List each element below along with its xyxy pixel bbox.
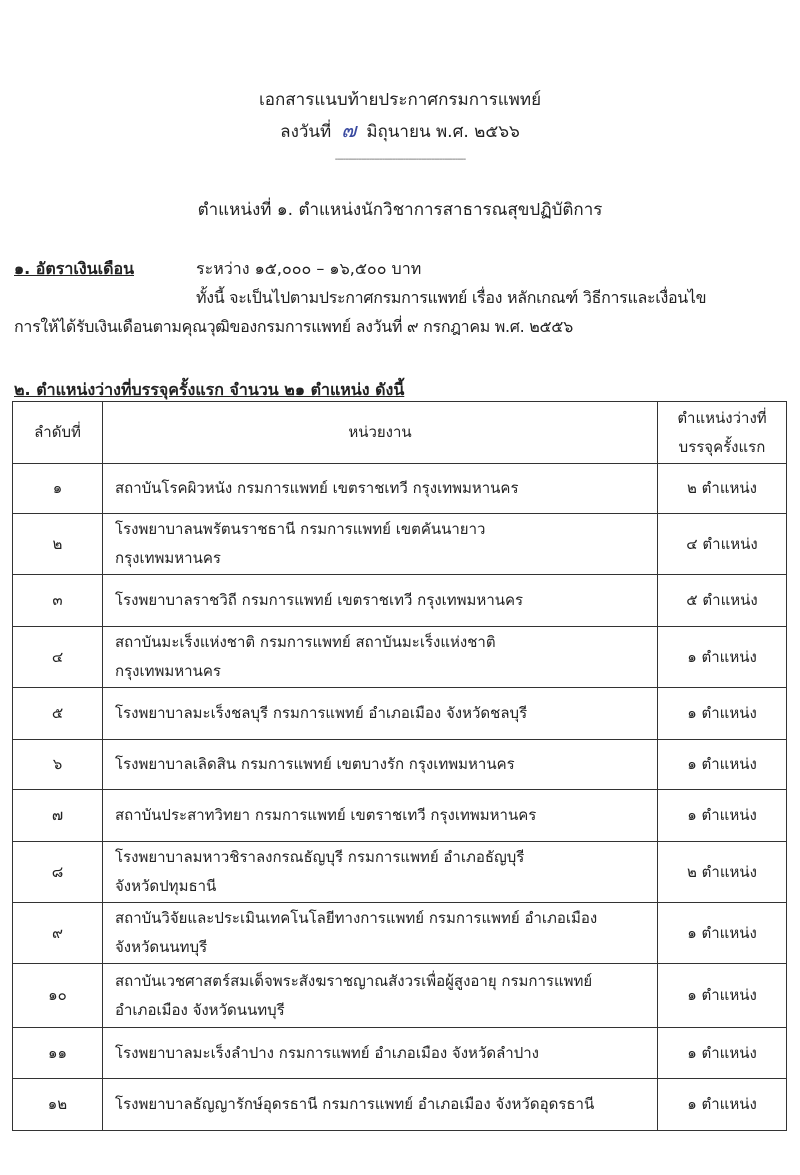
position-heading: ตำแหน่งที่ ๑. ตำแหน่งนักวิชาการสาธารณสุขปฏิบัติการ — [197, 200, 603, 220]
row-unit — [103, 464, 658, 514]
row-count: ๑ ตำแหน่ง — [658, 627, 787, 688]
row-count: ๒ ตำแหน่ง — [658, 464, 787, 514]
salary-note-line2: การให้ได้รับเงินเดือนตามคุณวุฒิของกรมการแพทย์ ลงวันที่ ๙ กรกฎาคม พ.ศ. ๒๕๕๖ — [14, 317, 573, 336]
row-count: ๑ ตำแหน่ง — [658, 1079, 787, 1131]
row-unit-line1: สถาบันโรคผิวหนัง กรมการแพทย์ เขตราชเทวี กรุงเทพมหานคร — [115, 479, 519, 497]
table-row — [13, 575, 787, 627]
row-unit-line1: โรงพยาบาลเลิดสิน กรมการแพทย์ เขตบางรัก กรุงเทพมหานคร — [115, 755, 515, 773]
col-count-header-line1: ตำแหน่งว่างที่ — [677, 408, 767, 427]
row-number: ๓ — [13, 575, 103, 627]
row-number: ๙ — [13, 903, 103, 964]
table-row — [13, 903, 787, 964]
table-row — [13, 464, 787, 514]
col-no-header: ลำดับที่ — [13, 402, 103, 464]
col-count-header — [658, 402, 787, 464]
row-number: ๑๒ — [13, 1079, 103, 1131]
row-unit-line1: โรงพยาบาลมหาวชิราลงกรณธัญบุรี กรมการแพทย์ อำเภอธัญบุรี — [115, 848, 525, 866]
salary-label: ๑. อัตราเงินเดือน — [14, 259, 135, 278]
divider: -------------------------------------------------- — [334, 154, 466, 165]
table-row — [13, 627, 787, 688]
row-unit-line1: สถาบันวิจัยและประเมินเทคโนโลยีทางการแพทย์ กรมการแพทย์ อำเภอเมือง — [115, 909, 598, 927]
row-unit — [103, 842, 658, 903]
row-count: ๑ ตำแหน่ง — [658, 964, 787, 1028]
table-header-row — [13, 402, 787, 464]
row-unit — [103, 903, 658, 964]
col-unit-header: หน่วยงาน — [103, 402, 658, 464]
row-number: ๖ — [13, 740, 103, 790]
row-unit-line1: สถาบันประสาทวิทยา กรมการแพทย์ เขตราชเทวี กรุงเทพมหานคร — [115, 806, 537, 824]
row-number: ๑ — [13, 464, 103, 514]
row-unit — [103, 688, 658, 740]
salary-range: ระหว่าง ๑๕,๐๐๐ – ๑๖,๕๐๐ บาท — [196, 259, 422, 278]
row-unit — [103, 514, 658, 575]
document-title: เอกสารแนบท้ายประกาศกรมการแพทย์ — [258, 90, 542, 110]
row-count: ๑ ตำแหน่ง — [658, 740, 787, 790]
vacancy-table — [12, 401, 787, 1131]
row-number: ๕ — [13, 688, 103, 740]
row-unit-line1: โรงพยาบาลราชวิถี กรมการแพทย์ เขตราชเทวี กรุงเทพมหานคร — [115, 591, 524, 609]
row-number: ๒ — [13, 514, 103, 575]
table-row — [13, 1079, 787, 1131]
row-count: ๑ ตำแหน่ง — [658, 1028, 787, 1079]
table-row — [13, 842, 787, 903]
row-unit-line1: โรงพยาบาลนพรัตนราชธานี กรมการแพทย์ เขตคันนายาว — [115, 520, 486, 538]
row-count: ๑ ตำแหน่ง — [658, 688, 787, 740]
document-date — [0, 114, 800, 146]
row-unit-line1: โรงพยาบาลมะเร็งลำปาง กรมการแพทย์ อำเภอเมือง จังหวัดลำปาง — [115, 1043, 539, 1062]
table-row — [13, 964, 787, 1028]
row-count: ๑ ตำแหน่ง — [658, 790, 787, 842]
row-count: ๕ ตำแหน่ง — [658, 575, 787, 627]
row-unit-line1: สถาบันเวชศาสตร์สมเด็จพระสังฆราชญาณสังวรเพื่อผู้สูงอายุ กรมการแพทย์ — [115, 971, 593, 990]
row-number: ๘ — [13, 842, 103, 903]
row-unit — [103, 740, 658, 790]
row-unit-line2: จังหวัดปทุมธานี — [115, 877, 217, 895]
table-row — [13, 1028, 787, 1079]
row-count: ๔ ตำแหน่ง — [658, 514, 787, 575]
col-count-header-line2: บรรจุครั้งแรก — [678, 437, 766, 456]
table-row — [13, 688, 787, 740]
row-unit — [103, 575, 658, 627]
row-number: ๗ — [13, 790, 103, 842]
row-unit — [103, 964, 658, 1028]
row-unit-line2: กรุงเทพมหานคร — [115, 549, 221, 567]
row-unit-line2: จังหวัดนนทบุรี — [115, 938, 208, 956]
row-unit-line2: กรุงเทพมหานคร — [115, 662, 221, 680]
row-unit-line2: อำเภอเมือง จังหวัดนนทบุรี — [115, 1000, 285, 1019]
table-row — [13, 514, 787, 575]
table-row — [13, 790, 787, 842]
row-number: ๔ — [13, 627, 103, 688]
vacancy-label: ๒. ตำแหน่งว่างที่บรรจุครั้งแรก จำนวน ๒๑ ตำแหน่ง ดังนี้ — [14, 380, 405, 399]
salary-note-line1: ทั้งนี้ จะเป็นไปตามประกาศกรมการแพทย์ เรื่อง หลักเกณฑ์ วิธีการและเงื่อนไข — [196, 288, 707, 307]
row-unit — [103, 790, 658, 842]
row-unit — [103, 627, 658, 688]
row-count: ๒ ตำแหน่ง — [658, 842, 787, 903]
table-row — [13, 740, 787, 790]
row-number: ๑๐ — [13, 964, 103, 1028]
row-unit-line1: สถาบันมะเร็งแห่งชาติ กรมการแพทย์ สถาบันมะเร็งแห่งชาติ — [115, 633, 496, 651]
row-number: ๑๑ — [13, 1028, 103, 1079]
date-prefix: ลงวันที่ — [280, 122, 332, 142]
row-unit — [103, 1079, 658, 1131]
date-suffix: มิถุนายน พ.ศ. ๒๕๖๖ — [366, 122, 520, 142]
row-unit-line1: โรงพยาบาลธัญญารักษ์อุดรธานี กรมการแพทย์ อำเภอเมือง จังหวัดอุดรธานี — [115, 1095, 595, 1113]
row-count: ๑ ตำแหน่ง — [658, 903, 787, 964]
row-unit-line1: โรงพยาบาลมะเร็งชลบุรี กรมการแพทย์ อำเภอเมือง จังหวัดชลบุรี — [115, 704, 528, 722]
handwritten-date: ๗ — [341, 118, 357, 142]
row-unit — [103, 1028, 658, 1079]
